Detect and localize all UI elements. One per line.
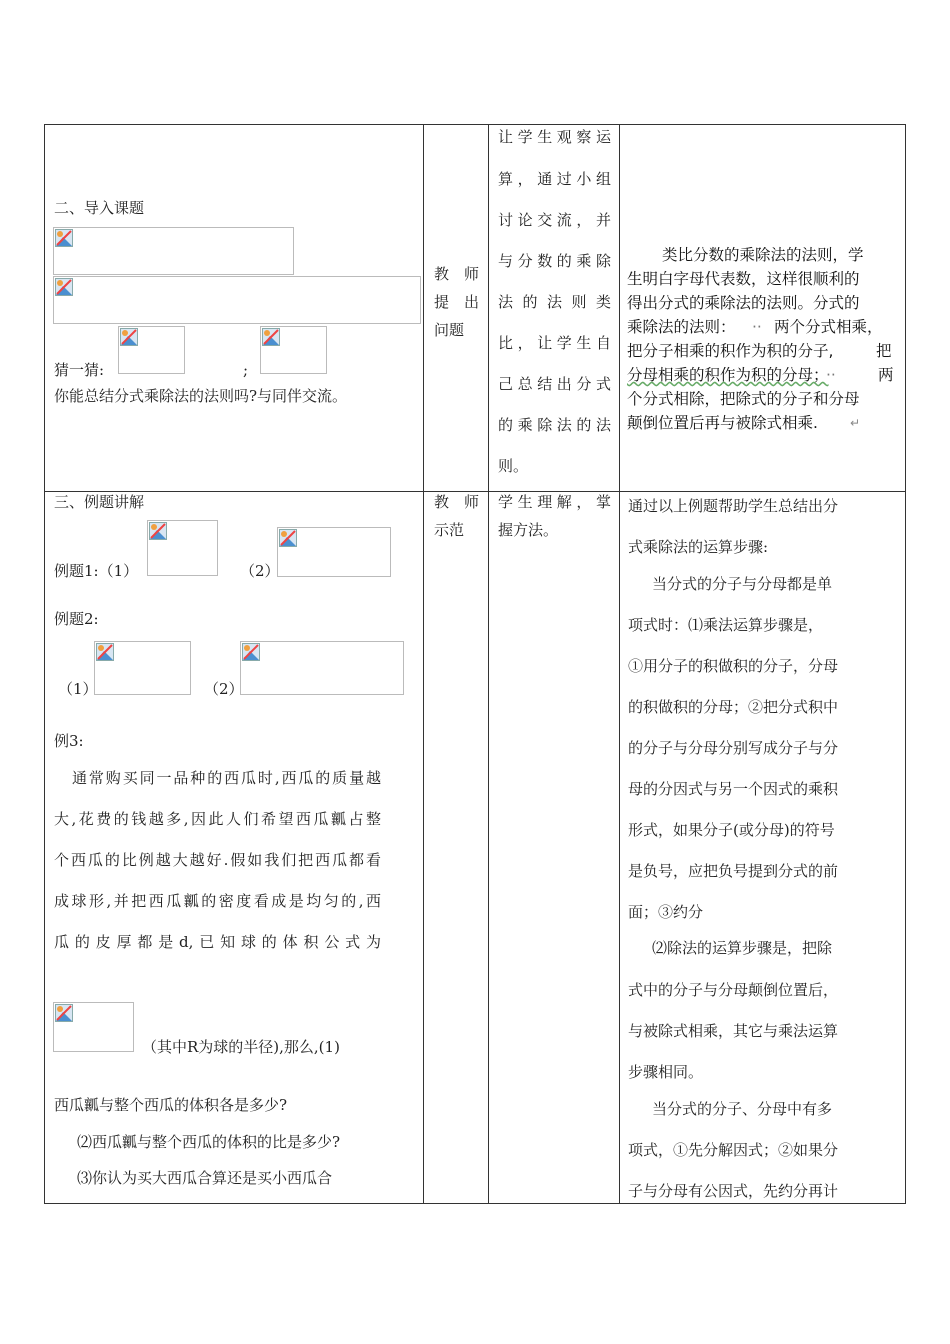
example3-question-2: ⑵西瓜瓤与整个西瓜的体积的比是多少? (77, 1133, 341, 1151)
activity-line: 算，通过小组 (498, 170, 611, 188)
section-title-intro: 二、导入课题 (54, 199, 145, 217)
design-line: 两 (878, 366, 894, 384)
role-char: 师 (464, 493, 480, 511)
design-line: 得出分式的乘除法的法则。分式的 (627, 294, 860, 312)
activity-line: 法的法则类 (498, 293, 611, 311)
example3-question-3: ⑶你认为买大西瓜合算还是买小西瓜合 (77, 1169, 333, 1187)
section-title-examples: 三、例题讲解 (54, 493, 145, 511)
design-line: 生明白字母代表数，这样很顺利的 (627, 270, 860, 288)
design-line: 项式，①先分解因式；②如果分 (628, 1141, 839, 1159)
design-line: 母的分因式与另一个因式的乘积 (628, 780, 839, 798)
role-char: 教 (434, 493, 450, 511)
example3-line: 通常购买同一品种的西瓜时,西瓜的质量越 (72, 769, 381, 787)
broken-image-icon (55, 1004, 73, 1022)
design-line: 子与分母有公因式，先约分再计 (628, 1182, 839, 1200)
dotted-leader: ·· (826, 366, 836, 384)
broken-image-icon (96, 643, 114, 661)
design-line: 的积做积的分母；②把分式积中 (628, 698, 839, 716)
formula-image (94, 641, 191, 695)
return-mark: ↵ (850, 416, 861, 430)
formula-image (147, 520, 218, 576)
role-text: 示范 (434, 521, 465, 539)
broken-image-icon (149, 522, 167, 540)
example3-label: 例3: (54, 732, 84, 750)
design-line: 式中的分子与分母颠倒位置后， (628, 981, 839, 999)
formula-image (260, 326, 327, 374)
intro-question: 你能总结分式乘除法的法则吗?与同伴交流。 (54, 387, 348, 405)
design-line: ①用分子的积做积的分子，分母 (628, 657, 839, 675)
formula-image (277, 527, 391, 577)
design-line: 面；③约分 (628, 903, 704, 921)
activity-line: 己总结出分式 (498, 375, 611, 393)
example2-part2: （2） (204, 680, 244, 698)
design-line: 把分子相乘的积作为积的分子, (627, 342, 834, 360)
design-line: 把 (876, 342, 892, 360)
design-line: 类比分数的乘除法的法则，学 (662, 246, 864, 264)
activity-line: 握方法。 (498, 521, 559, 539)
role-text: 问题 (434, 321, 465, 339)
role-char: 提 (434, 293, 450, 311)
design-line: 通过以上例题帮助学生总结出分 (628, 497, 839, 515)
example3-line: 瓜的皮厚都是d,已知球的体积公式为 (54, 933, 381, 951)
broken-image-icon (55, 229, 73, 247)
semicolon: ; (243, 361, 249, 379)
activity-line: 的乘除法的法 (498, 416, 611, 434)
example2-part1: （1） (58, 680, 98, 698)
broken-image-icon (262, 328, 280, 346)
example3-line: 大,花费的钱越多,因此人们希望西瓜瓤占整 (54, 810, 381, 828)
design-line: 乘除法的法则： (627, 318, 736, 336)
col-divider-3 (619, 124, 620, 1204)
activity-line: 学生理解，掌 (498, 493, 611, 511)
design-line: 式乘除法的运算步骤: (628, 538, 769, 556)
design-line: 的分子与分母分别写成分子与分 (628, 739, 839, 757)
design-line: ⑵除法的运算步骤是，把除 (652, 939, 833, 957)
activity-line: 则。 (498, 457, 529, 475)
formula-image (53, 227, 294, 275)
design-line: 颠倒位置后再与被除式相乘. (627, 414, 818, 432)
example3-after-formula: （其中R为球的半径),那么,(1) (142, 1038, 340, 1056)
broken-image-icon (242, 643, 260, 661)
design-line: 分母相乘的积作为积的分母； (627, 366, 829, 384)
design-line: 项式时：⑴乘法运算步骤是， (628, 616, 824, 634)
formula-image (53, 1002, 134, 1052)
example3-line: 成球形,并把西瓜瓤的密度看成是均匀的,西 (54, 892, 381, 910)
col-divider-2 (488, 124, 489, 1204)
example3-question-1: 西瓜瓤与整个西瓜的体积各是多少? (54, 1096, 288, 1114)
activity-line: 比，让学生自 (498, 334, 611, 352)
role-char: 教 (434, 265, 450, 283)
design-line: 步骤相同。 (628, 1063, 704, 1081)
example2-label: 例题2: (54, 610, 99, 628)
example1-label: 例题1:（1） (54, 562, 139, 580)
role-char: 师 (464, 265, 480, 283)
dotted-leader: ·· (752, 318, 762, 336)
design-line: 是负号，应把负号提到分式的前 (628, 862, 839, 880)
broken-image-icon (120, 328, 138, 346)
example1-part2: （2） (240, 562, 280, 580)
design-line: 当分式的分子、分母中有多 (652, 1100, 833, 1118)
broken-image-icon (279, 529, 297, 547)
formula-image (53, 276, 421, 324)
activity-line: 与分数的乘除 (498, 252, 611, 270)
design-line: 与被除式相乘，其它与乘法运算 (628, 1022, 839, 1040)
design-line: 当分式的分子与分母都是单 (652, 575, 833, 593)
design-line: 形式，如果分子(或分母)的符号 (628, 821, 835, 839)
formula-image (118, 326, 185, 374)
broken-image-icon (55, 278, 73, 296)
col-divider-1 (423, 124, 424, 1204)
guess-label: 猜一猜: (54, 361, 105, 379)
role-char: 出 (464, 293, 480, 311)
design-line: 个分式相除，把除式的分子和分母 (627, 390, 860, 408)
design-line: 两个分式相乘， (774, 318, 883, 336)
activity-line: 讨论交流，并 (498, 211, 611, 229)
activity-line: 让学生观察运 (498, 128, 611, 146)
formula-image (240, 641, 404, 695)
example3-line: 个西瓜的比例越大越好.假如我们把西瓜都看 (54, 851, 381, 869)
